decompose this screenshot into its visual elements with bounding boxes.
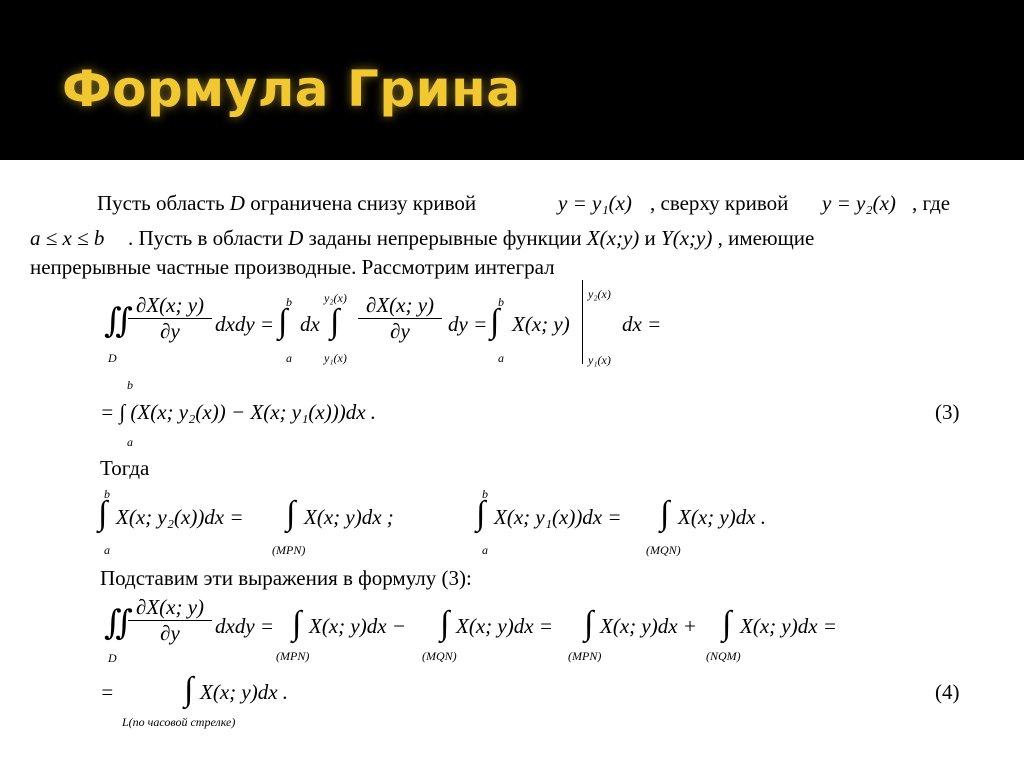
limit-a-4: a — [104, 543, 110, 557]
limit-a-3: a — [127, 435, 133, 449]
dxdy-1: dxdy = — [215, 312, 275, 336]
evaluation-bar — [582, 280, 583, 364]
contour-MPN-3: (MPN) — [568, 649, 602, 663]
paragraph-line-1: Пусть область D ограничена снизу кривой — [97, 191, 477, 215]
integral-4: ∫ — [98, 495, 108, 532]
partial-fraction-1: $\frac{\partial X(x; y)}{\partial y}$ — [128, 293, 212, 344]
limit-b-5: b — [482, 487, 488, 501]
equation-number-3: (3) — [935, 400, 960, 424]
integral-1: ∫ — [278, 303, 288, 340]
slide-body — [0, 160, 1024, 767]
limit-y2-2: y₂(x) — [588, 287, 611, 301]
contour-MPN-2: (MPN) — [276, 649, 310, 663]
substitute-text: Подставим эти выражения в формулу (3): — [100, 566, 472, 590]
integral-6: ∫ — [476, 495, 486, 532]
limit-a-2: a — [498, 351, 504, 365]
limit-D-1: D — [108, 351, 117, 365]
integral-3: ∫ — [490, 303, 500, 340]
term-2: X(x; y)dx ; — [304, 505, 394, 529]
slide-header — [0, 0, 1024, 160]
limit-a-1: a — [286, 351, 292, 365]
range-condition: a ≤ x ≤ b — [30, 226, 105, 250]
contour-NQM: (NQM) — [706, 649, 741, 663]
curve-high: y = y₂(x) — [822, 191, 896, 215]
dxdy-2: dxdy = — [215, 614, 275, 638]
limit-b-2: b — [498, 295, 504, 309]
equation-3: = ∫ (X(x; y₂(x)) − X(x; y₁(x)))dx . — [100, 400, 377, 424]
contour-MQN-1: (MQN) — [646, 543, 681, 557]
curve-low: y = y₁(x) — [558, 191, 632, 215]
term-4: X(x; y)dx . — [678, 505, 767, 529]
slide-title: Формула Грина — [62, 60, 521, 118]
limit-a-5: a — [482, 543, 488, 557]
double-integral-1: ∬ — [104, 303, 133, 340]
integral-8: ∫ — [292, 605, 302, 642]
integral-2: ∫ — [330, 303, 340, 340]
final-term: X(x; y)dx . — [200, 680, 289, 704]
paragraph-line-3: непрерывные частные производные. Рассмотрим интеграл — [30, 255, 555, 279]
limit-D-2: D — [108, 651, 117, 665]
double-integral-2: ∬ — [104, 605, 133, 642]
sum-term-1: X(x; y)dx − — [309, 614, 406, 638]
paragraph-line-2: . Пусть в области D заданы непрерывные функции X(x;y) и Y(x;y) , имеющие — [128, 226, 815, 250]
contour-MQN-2: (MQN) — [422, 649, 457, 663]
contour-L-clockwise: L(по часовой стрелке) — [122, 715, 236, 729]
dy-eq-1: dy = — [448, 312, 488, 336]
sum-term-4: X(x; y)dx = — [740, 614, 837, 638]
X-xy-1: X(x; y) — [512, 312, 570, 336]
contour-MPN-1: (MPN) — [272, 543, 306, 557]
equals-sign: = — [100, 680, 115, 704]
limit-b-1: b — [286, 295, 292, 309]
sum-term-2: X(x; y)dx = — [456, 614, 553, 638]
limit-y2-1: y₂(x) — [324, 291, 347, 305]
limit-y1-2: y₁(x) — [588, 353, 611, 367]
term-3: X(x; y₁(x))dx = — [494, 505, 622, 529]
partial-fraction-3: $\frac{\partial X(x; y)}{\partial y}$ — [128, 595, 212, 646]
limit-b-3: b — [127, 378, 133, 392]
dx-1: dx — [300, 312, 320, 336]
term-1: X(x; y₂(x))dx = — [116, 505, 244, 529]
limit-y1-1: y₁(x) — [324, 351, 347, 365]
sum-term-3: X(x; y)dx + — [600, 614, 697, 638]
partial-fraction-2: $\frac{\partial X(x; y)}{\partial y}$ — [358, 293, 442, 344]
integral-11: ∫ — [722, 605, 732, 642]
integral-12: ∫ — [184, 671, 194, 708]
integral-10: ∫ — [584, 605, 594, 642]
paragraph-line-1c: , где — [912, 191, 951, 215]
integral-5: ∫ — [286, 495, 296, 532]
paragraph-line-1b: , сверху кривой — [650, 191, 789, 215]
integral-9: ∫ — [440, 605, 450, 642]
integral-7: ∫ — [660, 495, 670, 532]
then-text: Тогда — [100, 456, 150, 480]
dx-eq-1: dx = — [622, 312, 662, 336]
equation-number-4: (4) — [935, 680, 960, 704]
limit-b-4: b — [104, 487, 110, 501]
